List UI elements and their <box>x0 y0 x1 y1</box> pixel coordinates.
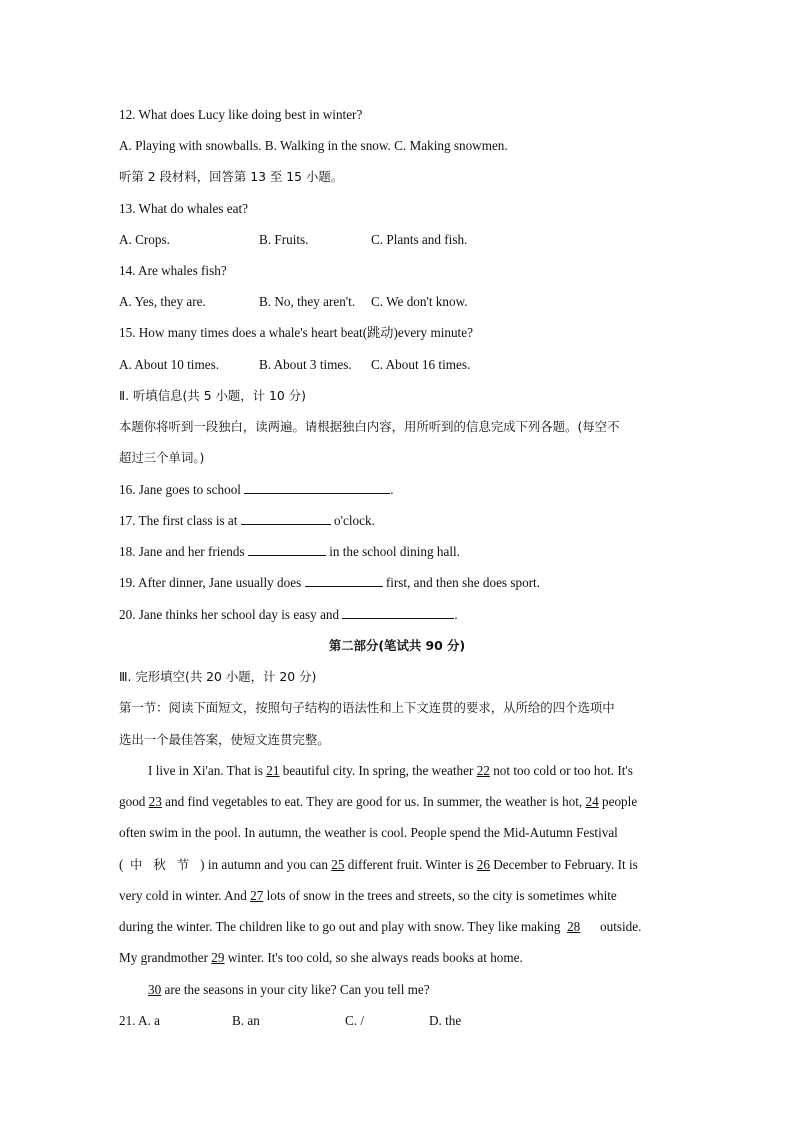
question-12-stem: 12. What does Lucy like doing best in winter? <box>119 107 363 122</box>
answer-blank-19[interactable] <box>305 574 383 587</box>
answer-blank-18[interactable] <box>248 543 326 556</box>
passage-text: and find vegetables to eat. They are good for us. In summer, the weather is hot, <box>161 794 586 809</box>
passage-text: are the seasons in your city like? Can you tell me? <box>161 982 430 997</box>
blank-number-29: 29 <box>211 950 225 965</box>
blank-number-27: 27 <box>250 888 264 903</box>
option-c: C. / <box>345 1013 365 1028</box>
passage-text: 中秋节 <box>130 857 201 872</box>
passage-text: ) <box>200 857 205 872</box>
question-20 <box>119 606 458 624</box>
blank-number-28: 28 <box>567 919 581 934</box>
option-c: C. Plants and fish. <box>371 232 468 247</box>
passage-text: during the winter. The children like to go out and play with snow. They like making <box>119 919 564 934</box>
question-13-stem: 13. What do whales eat? <box>119 201 249 216</box>
passage-text: ( <box>119 857 124 872</box>
option-a: 21. A. a <box>119 1013 161 1028</box>
question-18-text: 18. Jane and her friends <box>119 544 245 559</box>
question-18-end: in the school dining hall. <box>329 544 460 559</box>
passage-text: very cold in winter. And <box>119 888 251 903</box>
question-14-stem: 14. Are whales fish? <box>119 263 227 278</box>
blank-number-30: 30 <box>148 982 162 997</box>
question-17 <box>119 512 375 530</box>
passage-text: My grandmother <box>119 950 212 965</box>
blank-number-21: 21 <box>266 763 280 778</box>
question-12-options: A. Playing with snowballs. B. Walking in the snow. C. Making snowmen. <box>119 138 508 153</box>
question-15-stem: 15. How many times does a whale's heart beat(跳动)every minute? <box>119 325 473 340</box>
passage-line-1 <box>148 762 633 780</box>
option-a: A. About 10 times. <box>119 357 220 372</box>
option-c: C. We don't know. <box>371 294 468 309</box>
option-d: D. the <box>429 1013 462 1028</box>
passage-text: in autumn and you can <box>204 857 332 872</box>
part3-instruction-line2: 选出一个最佳答案，使短文连贯完整。 <box>119 732 330 747</box>
passage-text: people <box>598 794 638 809</box>
blank-number-26: 26 <box>476 857 490 872</box>
written-part-title: 第二部分(笔试共 90 分) <box>328 638 466 653</box>
passage-text: December to February. It is <box>489 857 638 872</box>
question-17-text: 17. The first class is at <box>119 513 238 528</box>
answer-blank-20[interactable] <box>342 606 454 619</box>
question-18 <box>119 543 460 561</box>
question-21-options <box>119 1012 461 1030</box>
answer-blank-16[interactable] <box>244 481 390 494</box>
option-a: A. Crops. <box>119 232 170 247</box>
question-19 <box>119 574 540 592</box>
passage-line-6 <box>119 918 641 936</box>
question-16-text: 16. Jane goes to school <box>119 482 241 497</box>
passage-text: I live in Xi'an. That is <box>148 763 267 778</box>
question-16-end: . <box>390 482 394 497</box>
option-b: B. Fruits. <box>259 232 309 247</box>
option-b: B. No, they aren't. <box>259 294 356 309</box>
part2-instruction-line2: 超过三个单词。) <box>119 450 205 465</box>
section2-instruction: 听第 2 段材料，回答第 13 至 15 小题。 <box>119 169 344 184</box>
question-17-end: o'clock. <box>334 513 375 528</box>
option-b: B. About 3 times. <box>259 357 352 372</box>
question-15-options <box>119 356 470 374</box>
question-20-end: . <box>454 607 458 622</box>
part2-instruction-line1: 本题你将听到一段独白，读两遍。请根据独白内容，用所听到的信息完成下列各题。(每空不 <box>119 419 620 434</box>
option-b: B. an <box>232 1013 260 1028</box>
question-13-options <box>119 231 467 249</box>
passage-line-5 <box>119 887 617 905</box>
part3-instruction-line1: 第一节：阅读下面短文，按照句子结构的语法性和上下文连贯的要求，从所给的四个选项中 <box>119 700 615 715</box>
answer-blank-17[interactable] <box>241 512 331 525</box>
passage-text: different fruit. Winter is <box>344 857 477 872</box>
passage-text: beautiful city. In spring, the weather <box>279 763 477 778</box>
passage-text: winter. It's too cold, so she always reads books at home. <box>224 950 523 965</box>
passage-line-2 <box>119 793 637 811</box>
passage-line-8 <box>148 981 430 999</box>
blank-number-25: 25 <box>331 857 345 872</box>
question-19-text: 19. After dinner, Jane usually does <box>119 575 302 590</box>
question-20-text: 20. Jane thinks her school day is easy and <box>119 607 340 622</box>
passage-line-3: often swim in the pool. In autumn, the weather is cool. People spend the Mid-Autumn Festival <box>119 825 618 840</box>
option-c: C. About 16 times. <box>371 357 471 372</box>
blank-number-23: 23 <box>148 794 162 809</box>
blank-number-24: 24 <box>585 794 599 809</box>
question-14-options <box>119 293 468 311</box>
question-16 <box>119 481 394 499</box>
passage-line-7 <box>119 949 523 967</box>
part2-heading: Ⅱ. 听填信息(共 5 小题，计 10 分) <box>119 388 306 403</box>
passage-text: good <box>119 794 149 809</box>
passage-line-4 <box>119 856 638 874</box>
passage-text: not too cold or too hot. It's <box>489 763 633 778</box>
passage-text: outside. <box>596 919 642 934</box>
passage-text: lots of snow in the trees and streets, so the city is sometimes white <box>263 888 617 903</box>
part3-heading: Ⅲ. 完形填空(共 20 小题，计 20 分) <box>119 669 317 684</box>
blank-number-22: 22 <box>476 763 490 778</box>
question-19-end: first, and then she does sport. <box>385 575 541 590</box>
option-a: A. Yes, they are. <box>119 294 206 309</box>
